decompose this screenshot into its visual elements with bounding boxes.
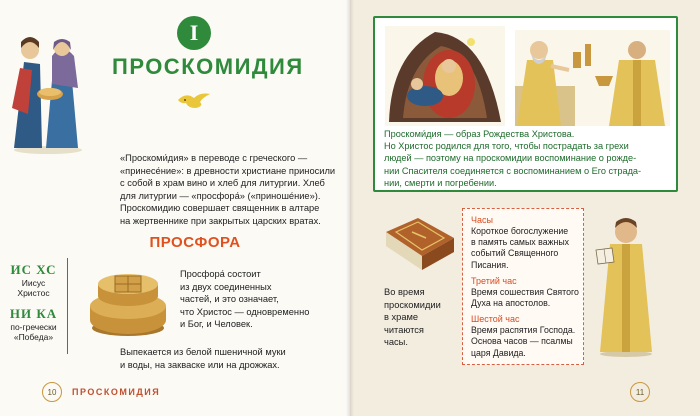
page-number-left: 10	[42, 382, 62, 402]
hours-caption-line: проскомидии	[384, 299, 441, 310]
intro-line: с собой в храм вино и хлеб для литургии. Хлеб	[120, 178, 325, 189]
intro-line: «принесе́ние»: в древности христиане приносили	[120, 165, 336, 176]
chapter-badge: I	[177, 16, 211, 50]
intro-line: для литургии — «просфора́» («приноше́ние»).	[120, 190, 321, 201]
third-hour-line: Духа на апостолов.	[471, 298, 551, 309]
hours-def-line: Короткое богослужение	[471, 226, 569, 236]
baking-line: Выпекается из белой пшеничной муки	[120, 347, 286, 357]
left-footer	[42, 382, 160, 402]
apostles-illustration	[8, 28, 90, 156]
third-hour-line: Время сошествия Святого	[471, 286, 579, 297]
hours-caption-line: Во время	[384, 287, 425, 297]
prosfora-bread-illustration	[85, 262, 171, 338]
hours-def-line: Писания.	[471, 259, 509, 270]
hours-def-line: событий Священного	[471, 248, 559, 259]
sixth-hour-heading: Шестой час	[471, 314, 520, 325]
book-of-hours-illustration	[378, 212, 458, 282]
prosfora-line: Просфора́ состоит	[180, 269, 261, 279]
prosfora-line: что Христос — одновременно	[180, 306, 310, 317]
prosfora-line: частей, и это означает,	[180, 294, 279, 305]
hours-caption-line: часы.	[384, 337, 408, 347]
section-title-prosfora: ПРОСФОРА	[149, 234, 241, 251]
nativity-paragraph	[384, 128, 674, 189]
hours-definitions-box	[462, 208, 584, 365]
nativity-line: Но Христос родился для того, чтобы пострадать за грехи	[384, 141, 629, 152]
prosfora-line: из двух соединенных	[180, 281, 272, 292]
sixth-hour-line: Основа часов — псалмы	[471, 336, 573, 347]
hours-heading: Часы	[471, 215, 493, 225]
ic-xc-meaning: Иисус Христос	[17, 278, 50, 298]
intro-line: Проскомидию совершает священник в алтаре	[120, 203, 320, 214]
nativity-line: нии Спасителя соединяется с воспоминанием о Его страда-	[384, 165, 642, 176]
book-gutter	[346, 0, 354, 416]
running-title: ПРОСКОМИДИЯ	[72, 387, 161, 397]
dove-icon	[176, 90, 212, 110]
nika-label: НИ КА	[9, 306, 58, 321]
nativity-illustration	[385, 26, 505, 126]
chapter-title: ПРОСКОМИДИЯ	[112, 54, 304, 79]
ic-xc-label: ИС ХС	[10, 262, 57, 277]
baking-line: и воды, на закваске или на дрожжах.	[120, 359, 280, 370]
nativity-line: нии, смерти и погребении.	[384, 177, 497, 188]
page-number-right: 11	[630, 382, 650, 402]
nativity-line: Проскоми́дия — образ Рождества Христова.	[384, 129, 575, 139]
intro-line: «Проскоми́дия» в переводе с греческого —	[120, 153, 308, 163]
sixth-hour-line: царя Давида.	[471, 347, 526, 358]
hours-caption	[384, 286, 462, 349]
right-footer	[630, 382, 650, 402]
hours-caption-line: читаются	[384, 324, 424, 335]
nativity-line: людей — поэтому на проскомидии воспоминание о рожде-	[384, 153, 637, 164]
priest-at-altar-illustration	[515, 30, 670, 126]
inscription-sidebar	[0, 258, 68, 354]
prosfora-line: и Бог, и Человек.	[180, 319, 253, 330]
third-hour-heading: Третий час	[471, 275, 517, 286]
intro-paragraph	[120, 152, 340, 228]
nika-meaning-1: по-гречески	[10, 322, 57, 332]
hours-caption-line: в храме	[384, 312, 419, 322]
nika-meaning-2: «Победа»	[13, 332, 54, 342]
baking-paragraph	[120, 346, 345, 371]
intro-line: на жертвеннике при закрытых царских вратах.	[120, 215, 321, 226]
reader-illustration	[592, 208, 660, 358]
hours-def-line: в память самых важных	[471, 237, 570, 248]
sixth-hour-line: Время распятия Господа.	[471, 325, 576, 336]
prosfora-paragraph	[180, 268, 342, 331]
